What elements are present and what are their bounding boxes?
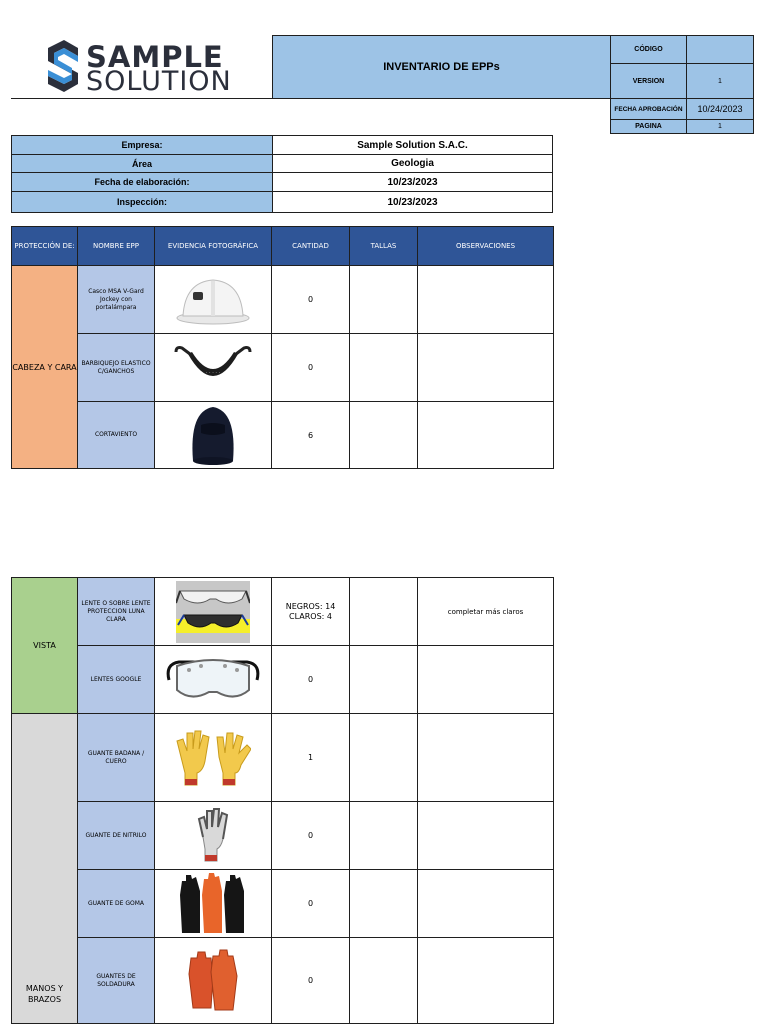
pagina-value: 1: [718, 123, 722, 130]
epp-name: GUANTES DE SOLDADURA: [96, 972, 136, 988]
epp-name-cell: [77, 645, 155, 714]
epp-name: LENTES GOOGLE: [90, 675, 142, 683]
category-manos-label: MANOS Y BRAZOS: [25, 984, 64, 1004]
col-header-nombre: NOMBRE EPP: [77, 226, 155, 266]
info-label-cell: [11, 135, 273, 155]
epp-name-cell: [77, 801, 155, 870]
tallas-cell: [349, 577, 418, 646]
tallas-cell: [349, 645, 418, 714]
epp-name-cell: [77, 577, 155, 646]
fecha-label-cell: [610, 98, 687, 120]
qty-cell: [271, 801, 350, 870]
category-cabeza-cell: [11, 265, 78, 469]
qty-cell: [271, 713, 350, 802]
qty-cell: [271, 645, 350, 714]
photo-cell: [154, 645, 272, 714]
goggles-icon: [165, 652, 261, 708]
epp-name: Casco MSA V-Gard Jockey con portalámpara: [88, 287, 144, 311]
qty-value: 0: [307, 363, 314, 372]
epp-name: CORTAVIENTO: [94, 431, 138, 438]
header-divider: [11, 98, 272, 99]
qty-value: 0: [307, 976, 314, 985]
obs-cell: [417, 645, 554, 714]
pagina-label-cell: [610, 119, 687, 134]
obs-cell: [417, 401, 554, 469]
fecha-value: 10/24/2023: [697, 104, 743, 114]
chinstrap-icon: [170, 340, 256, 396]
obs-cell: [417, 801, 554, 870]
codigo-label: CÓDIGO: [634, 46, 663, 53]
qty-value: 0: [307, 899, 314, 908]
epp-name: BARBIQUEJO ELASTICO C/GANCHOS: [81, 359, 151, 375]
obs-value: completar más claros: [447, 607, 524, 616]
category-cabeza-label: CABEZA Y CARA: [12, 362, 77, 372]
svg-text:· · · · ·: · · · · ·: [205, 369, 221, 376]
qty-value: 1: [307, 753, 314, 762]
epp-name-cell: [77, 265, 155, 334]
epp-name-cell: [77, 869, 155, 938]
epp-name-cell: [77, 713, 155, 802]
qty-value: 0: [307, 295, 314, 304]
balaclava-icon: [183, 403, 243, 467]
welding-gloves-icon: [185, 948, 241, 1014]
info-value-cell: [272, 172, 553, 192]
category-vista-cell: [11, 577, 78, 714]
logo-line1: SAMPLE: [86, 40, 224, 74]
info-label-cell: [11, 154, 273, 173]
obs-cell: [417, 937, 554, 1024]
inspeccion-value: 10/23/2023: [387, 196, 438, 208]
epp-name-cell: [77, 937, 155, 1024]
info-value-cell: [272, 135, 553, 155]
document-title: INVENTARIO DE EPPs: [383, 61, 500, 73]
epp-name: GUANTE BADANA / CUERO: [87, 749, 145, 765]
helmet-icon: [173, 272, 253, 328]
tallas-cell: [349, 333, 418, 402]
col-header-evidencia: EVIDENCIA FOTOGRÁFICA: [154, 226, 272, 266]
photo-cell: [154, 937, 272, 1024]
qty-cell: [271, 869, 350, 938]
fecha-value-cell: [686, 98, 754, 120]
logo-s-icon: [44, 40, 80, 94]
photo-cell: [154, 333, 272, 402]
info-label-cell: [11, 191, 273, 213]
nitrile-glove-icon: [195, 807, 231, 865]
obs-cell: [417, 333, 554, 402]
pagina-label: PAGINA: [635, 123, 662, 130]
version-value-cell: [686, 63, 754, 99]
tallas-cell: [349, 869, 418, 938]
qty-value: 0: [307, 675, 314, 684]
col-header-tallas: TALLAS: [349, 226, 418, 266]
obs-cell: [417, 713, 554, 802]
tallas-cell: [349, 801, 418, 870]
safety-glasses-icon: [176, 581, 250, 643]
tallas-cell: [349, 713, 418, 802]
inspeccion-label: Inspección:: [116, 197, 167, 207]
rubber-gloves-icon: [178, 873, 248, 935]
info-value-cell: [272, 154, 553, 173]
epp-name-cell: [77, 333, 155, 402]
version-value: 1: [718, 77, 722, 85]
empresa-label: Empresa:: [121, 140, 163, 150]
info-value-cell: [272, 191, 553, 213]
qty-cell: [271, 265, 350, 334]
epp-name-cell: [77, 401, 155, 469]
photo-cell: [154, 801, 272, 870]
qty-value: NEGROS: 14 CLAROS: 4: [285, 601, 336, 621]
photo-cell: [154, 713, 272, 802]
tallas-cell: [349, 401, 418, 469]
photo-cell: [154, 577, 272, 646]
empresa-value: Sample Solution S.A.C.: [357, 139, 468, 151]
area-label: Área: [131, 158, 152, 169]
tallas-cell: [349, 265, 418, 334]
epp-name: LENTE O SOBRE LENTE PROTECCION LUNA CLARA: [81, 599, 151, 623]
version-label-cell: [610, 63, 687, 99]
qty-cell: [271, 401, 350, 469]
pagina-value-cell: [686, 119, 754, 134]
codigo-label-cell: [610, 35, 687, 64]
qty-value: 0: [307, 831, 314, 840]
codigo-value-cell: [686, 35, 754, 64]
tallas-cell: [349, 937, 418, 1024]
version-label: VERSION: [632, 77, 665, 85]
obs-cell: [417, 869, 554, 938]
logo-line2: SOLUTION: [86, 66, 232, 97]
qty-cell: [271, 937, 350, 1024]
fecha-elaboracion-label: Fecha de elaboración:: [94, 177, 190, 187]
fecha-elaboracion-value: 10/23/2023: [387, 176, 438, 188]
fecha-label: FECHA APROBACIÓN: [614, 105, 683, 113]
company-logo: [44, 38, 232, 97]
col-header-proteccion: PROTECCIÓN DE:: [11, 226, 78, 266]
photo-cell: [154, 265, 272, 334]
qty-cell: [271, 333, 350, 402]
photo-cell: [154, 401, 272, 469]
obs-cell: [417, 577, 554, 646]
qty-cell: [271, 577, 350, 646]
leather-gloves-icon: [175, 727, 251, 789]
qty-value: 6: [307, 430, 314, 440]
category-manos-cell: [11, 713, 78, 1024]
category-vista-label: VISTA: [33, 641, 56, 650]
area-value: Geologia: [391, 158, 434, 169]
col-header-cantidad: CANTIDAD: [271, 226, 350, 266]
photo-cell: [154, 869, 272, 938]
document-title-cell: [272, 35, 611, 99]
epp-name: GUANTE DE GOMA: [88, 899, 144, 907]
info-label-cell: [11, 172, 273, 192]
obs-cell: [417, 265, 554, 334]
epp-name: GUANTE DE NITRILO: [85, 831, 147, 839]
col-header-observaciones: OBSERVACIONES: [417, 226, 554, 266]
